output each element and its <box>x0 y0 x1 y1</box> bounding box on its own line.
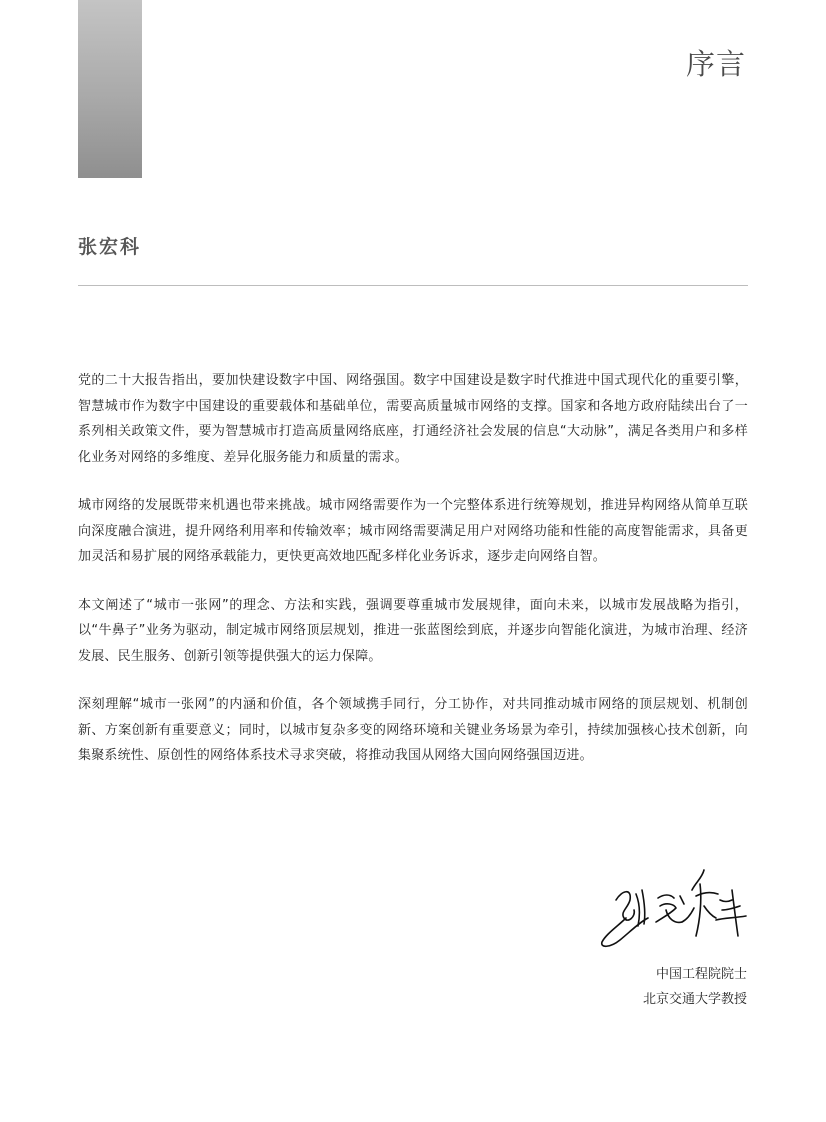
author-affiliations <box>643 962 747 1012</box>
preface-body <box>78 368 748 792</box>
divider <box>78 285 748 286</box>
paragraph-2: 城市网络的发展既带来机遇也带来挑战。城市网络需要作为一个完整体系进行统筹规划，推进异构网络从简单互联向深度融合演进，提升网络利用率和传输效率；城市网络需要满足用户对网络功能和性能的高度智能需求，具备更加灵活和易扩展的网络承载能力，更快更高效地匹配多样化业务诉求，逐步走向网络自智。 <box>78 498 748 564</box>
paragraph-4: 深刻理解“城市一张网”的内涵和价值，各个领域携手同行，分工协作，对共同推动城市网络的顶层规划、机制创新、方案创新有重要意义；同时，以城市复杂多变的网络环境和关键业务场景为牵引，持续加强核心技术创新，向集聚系统性、原创性的网络体系技术寻求突破，将推动我国从网络大国向网络强国迈进。 <box>78 697 748 763</box>
paragraph-1: 党的二十大报告指出，要加快建设数字中国、网络强国。数字中国建设是数字时代推进中国式现代化的重要引擎，智慧城市作为数字中国建设的重要载体和基础单位，需要高质量城市网络的支撑。国家和各地方政府陆续出台了一系列相关政策文件，要为智慧城市打造高质量网络底座，打通经济社会发展的信息“大动脉”，满足各类用户和多样化业务对网络的多维度、差异化服务能力和质量的需求。 <box>78 373 748 465</box>
page-title: 序言 <box>685 47 746 81</box>
author-name: 张宏科 <box>78 236 142 258</box>
affiliation-academician: 中国工程院院士 <box>655 967 747 982</box>
paragraph-3: 本文阐述了“城市一张网”的理念、方法和实践，强调要尊重城市发展规律，面向未来，以城市发展战略为指引，以“牛鼻子”业务为驱动，制定城市网络顶层规划，推进一张蓝图绘到底，并逐步向智能化演进，为城市治理、经济发展、民生服务、创新引领等提供强大的运力保障。 <box>78 597 748 664</box>
affiliation-professor: 北京交通大学教授 <box>642 992 747 1007</box>
decorative-side-block <box>78 0 142 178</box>
handwritten-signature <box>596 860 751 952</box>
